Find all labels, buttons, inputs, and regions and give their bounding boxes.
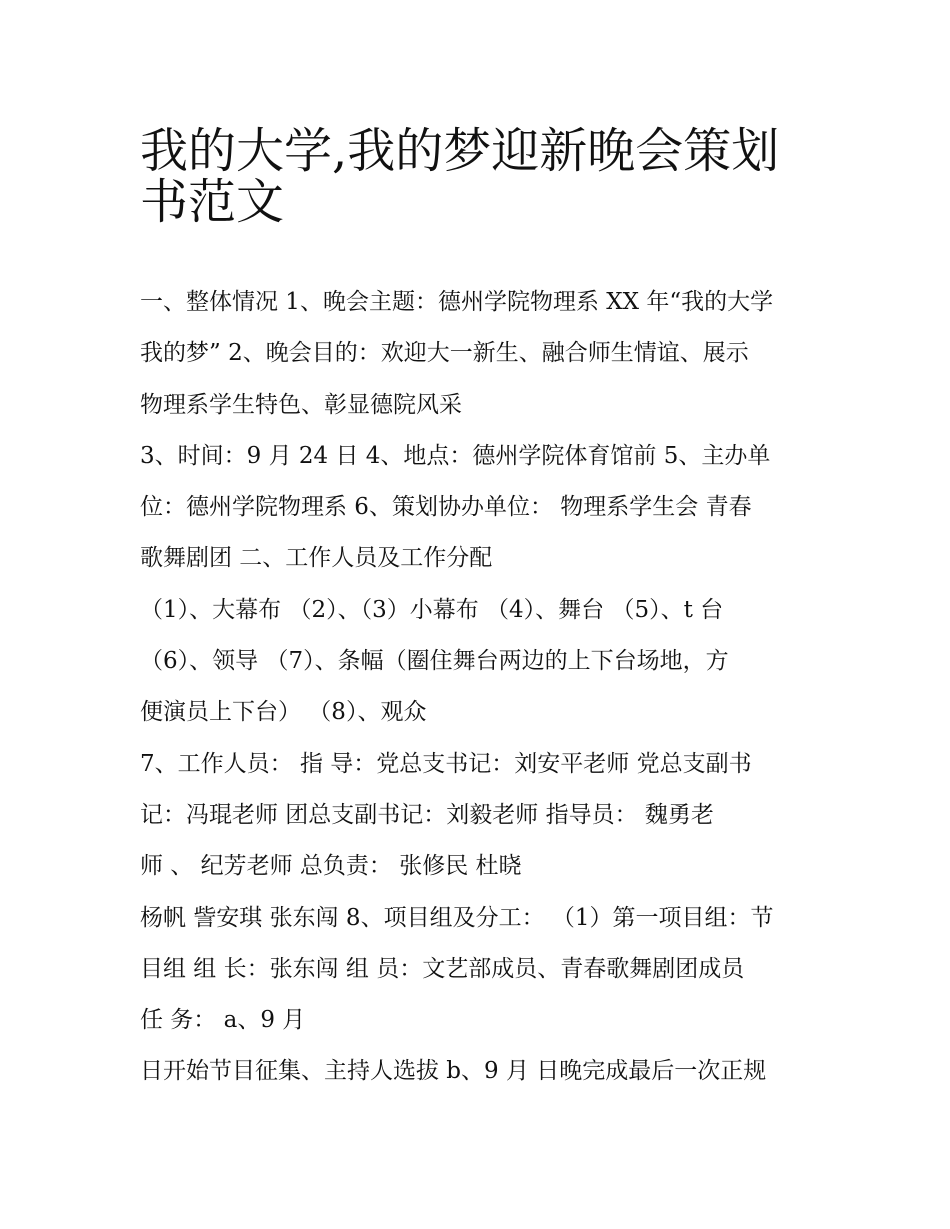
body-line: 目组 组 长：张东闯 组 员：文艺部成员、青春歌舞剧团成员 [140, 955, 745, 982]
body-line: （6）、领导 （7）、条幅（圈住舞台两边的上下台场地，方 [140, 648, 729, 675]
title-line: 我的大学,我的梦迎新晚会策划 [140, 123, 780, 179]
body-line: 3、时间：9 月 24 日 4、地点：德州学院体育馆前 5、主办单 [140, 442, 771, 469]
body-line: 我的梦” 2、晚会目的：欢迎大一新生、融合师生情谊、展示 [140, 340, 749, 367]
body-line: 位：德州学院物理系 6、策划协办单位： 物理系学生会 青春 [140, 494, 752, 521]
document-body [140, 277, 820, 1098]
body-line: 日开始节目征集、主持人选拔 b、9 月 日晚完成最后一次正规 [140, 1058, 767, 1085]
body-line: 师 、 纪芳老师 总负责： 张修民 杜晓 [140, 853, 522, 880]
body-line: 任 务： a、9 月 [140, 1007, 306, 1034]
body-line: 记：冯琨老师 团总支副书记：刘毅老师 指导员： 魏勇老 [140, 801, 714, 828]
body-line: 物理系学生特色、彰显德院风采 [140, 391, 462, 418]
title-line: 书范文 [140, 174, 285, 231]
body-line: 杨帆 訾安琪 张东闯 8、项目组及分工： （1）第一项目组：节 [140, 904, 774, 931]
body-line: 7、工作人员： 指 导：党总支书记：刘安平老师 党总支副书 [140, 750, 752, 777]
document-title [140, 112, 820, 231]
body-line: 一、整体情况 1、晚会主题：德州学院物理系 XX 年“我的大学 [140, 289, 774, 315]
body-line: 便演员上下台） （8）、观众 [140, 699, 427, 726]
body-line: （1）、大幕布 （2）、（3）小幕布 （4）、舞台 （5）、t 台 [140, 596, 724, 623]
body-line: 歌舞剧团 二、工作人员及工作分配 [140, 545, 493, 572]
